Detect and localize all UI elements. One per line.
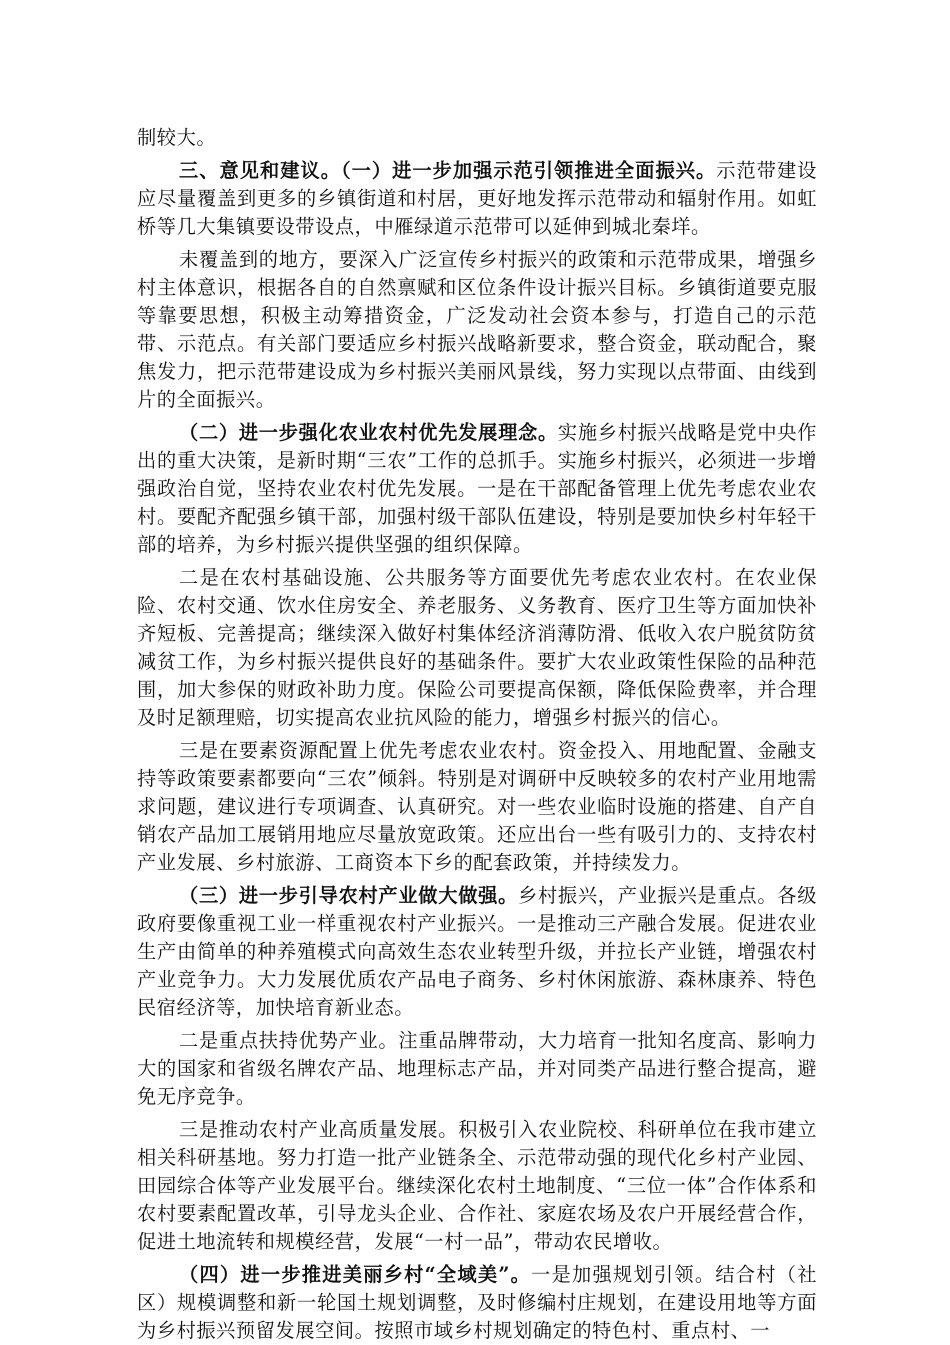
section-heading-3: （三）进一步引导农村产业做大做强。 [179, 884, 519, 907]
paragraph-7-body: 乡村振兴，产业振兴是重点。各级政府要像重视工业一样重视农村产业振兴。一是推动三产融合发展。促进农业生产由简单的种养殖模式向高效生态农业转型升级，并拉长产业链，增强农村产业竞争力。大力发展优质农产品电子商务、乡村休闲旅游、森林康养、特色民宿经济等，加快培育新业态。 [137, 884, 818, 1019]
paragraph-7 [137, 882, 817, 1022]
paragraph-6 [137, 737, 817, 877]
paragraph-2 [137, 157, 817, 241]
paragraph-4 [137, 419, 817, 559]
paragraph-5 [137, 564, 817, 732]
document-page [137, 124, 817, 1345]
paragraph-6-body: 三是在要素资源配置上优先考虑农业农村。资金投入、用地配置、金融支持等政策要素都要向“三农”倾斜。特别是对调研中反映较多的农村产业用地需求问题，建议进行专项调查、认真研究。对一些农业临时设施的搭建、自产自销农产品加工展销用地应尽量放宽政策。还应出台一些有吸引力的、支持农村产业发展、乡村旅游、工商资本下乡的配套政策，并持续发力。 [137, 739, 817, 874]
paragraph-8 [137, 1027, 817, 1111]
paragraph-3-body: 未覆盖到的地方，要深入广泛宣传乡村振兴的政策和示范带成果，增强乡村主体意识，根据各自的自然禀赋和区位条件设计振兴目标。乡镇街道要克服等靠要思想，积极主动筹措资金，广泛发动社会资本参与，打造自己的示范带、示范点。有关部门要适应乡村振兴战略新要求，整合资金，联动配合，聚焦发力，把示范带建设成为乡村振兴美丽风景线，努力实现以点带面、由线到片的全面振兴。 [137, 248, 817, 411]
section-heading-4: （四）进一步推进美丽乡村“全域美”。 [179, 1263, 532, 1286]
paragraph-10-body: 一是加强规划引领。结合村（社区）规模调整和新一轮国土规划调整，及时修编村庄规划，在建设用地等方面为乡村振兴预留发展空间。按照市域乡村规划确定的特色村、重点村、一 [137, 1263, 817, 1342]
paragraph-9-body: 三是推动农村产业高质量发展。积极引入农业院校、科研单位在我市建立相关科研基地。努力打造一批产业链条全、示范带动强的现代化乡村产业园、田园综合体等产业发展平台。继续深化农村土地制度、“三位一体”合作体系和农村要素配置改革，引导龙头企业、合作社、家庭农场及农户开展经营合作，促进土地流转和规模经营，发展“一村一品”，带动农民增收。 [137, 1118, 817, 1253]
paragraph-8-body: 二是重点扶持优势产业。注重品牌带动，大力培育一批知名度高、影响力大的国家和省级名牌农产品、地理标志产品，并对同类产品进行整合提高，避免无序竞争。 [137, 1029, 817, 1108]
paragraph-5-body: 二是在农村基础设施、公共服务等方面要优先考虑农业农村。在农业保险、农村交通、饮水住房安全、养老服务、义务教育、医疗卫生等方面加快补齐短板、完善提高；继续深入做好村集体经济消薄防滑、低收入农户脱贫防贫减贫工作，为乡村振兴提供良好的基础条件。要扩大农业政策性保险的品种范围，加大参保的财政补助力度。保险公司要提高保额，降低保险费率，并合理及时足额理赔，切实提高农业抗风险的能力，增强乡村振兴的信心。 [137, 566, 817, 729]
section-heading-2: （二）进一步强化农业农村优先发展理念。 [179, 421, 558, 444]
paragraph-3 [137, 246, 817, 414]
paragraph-1-body: 制较大。 [137, 126, 217, 149]
section-heading-3-1: 三、意见和建议。（一）进一步加强示范引领推进全面振兴。 [179, 159, 717, 182]
paragraph-1 [137, 124, 817, 152]
paragraph-2-body: 示范带建设应尽量覆盖到更多的乡镇街道和村居，更好地发挥示范带动和辐射作用。如虹桥等几大集镇要设带设点，中雁绿道示范带可以延伸到城北秦垟。 [137, 159, 817, 238]
paragraph-9 [137, 1116, 817, 1256]
paragraph-4-body: 实施乡村振兴战略是党中央作出的重大决策，是新时期“三农”工作的总抓手。实施乡村振兴，必须进一步增强政治自觉，坚持农业农村优先发展。一是在干部配备管理上优先考虑农业农村。要配齐配强乡镇干部，加强村级干部队伍建设，特别是要加快乡村年轻干部的培养，为乡村振兴提供坚强的组织保障。 [137, 421, 817, 556]
paragraph-10 [137, 1261, 817, 1345]
